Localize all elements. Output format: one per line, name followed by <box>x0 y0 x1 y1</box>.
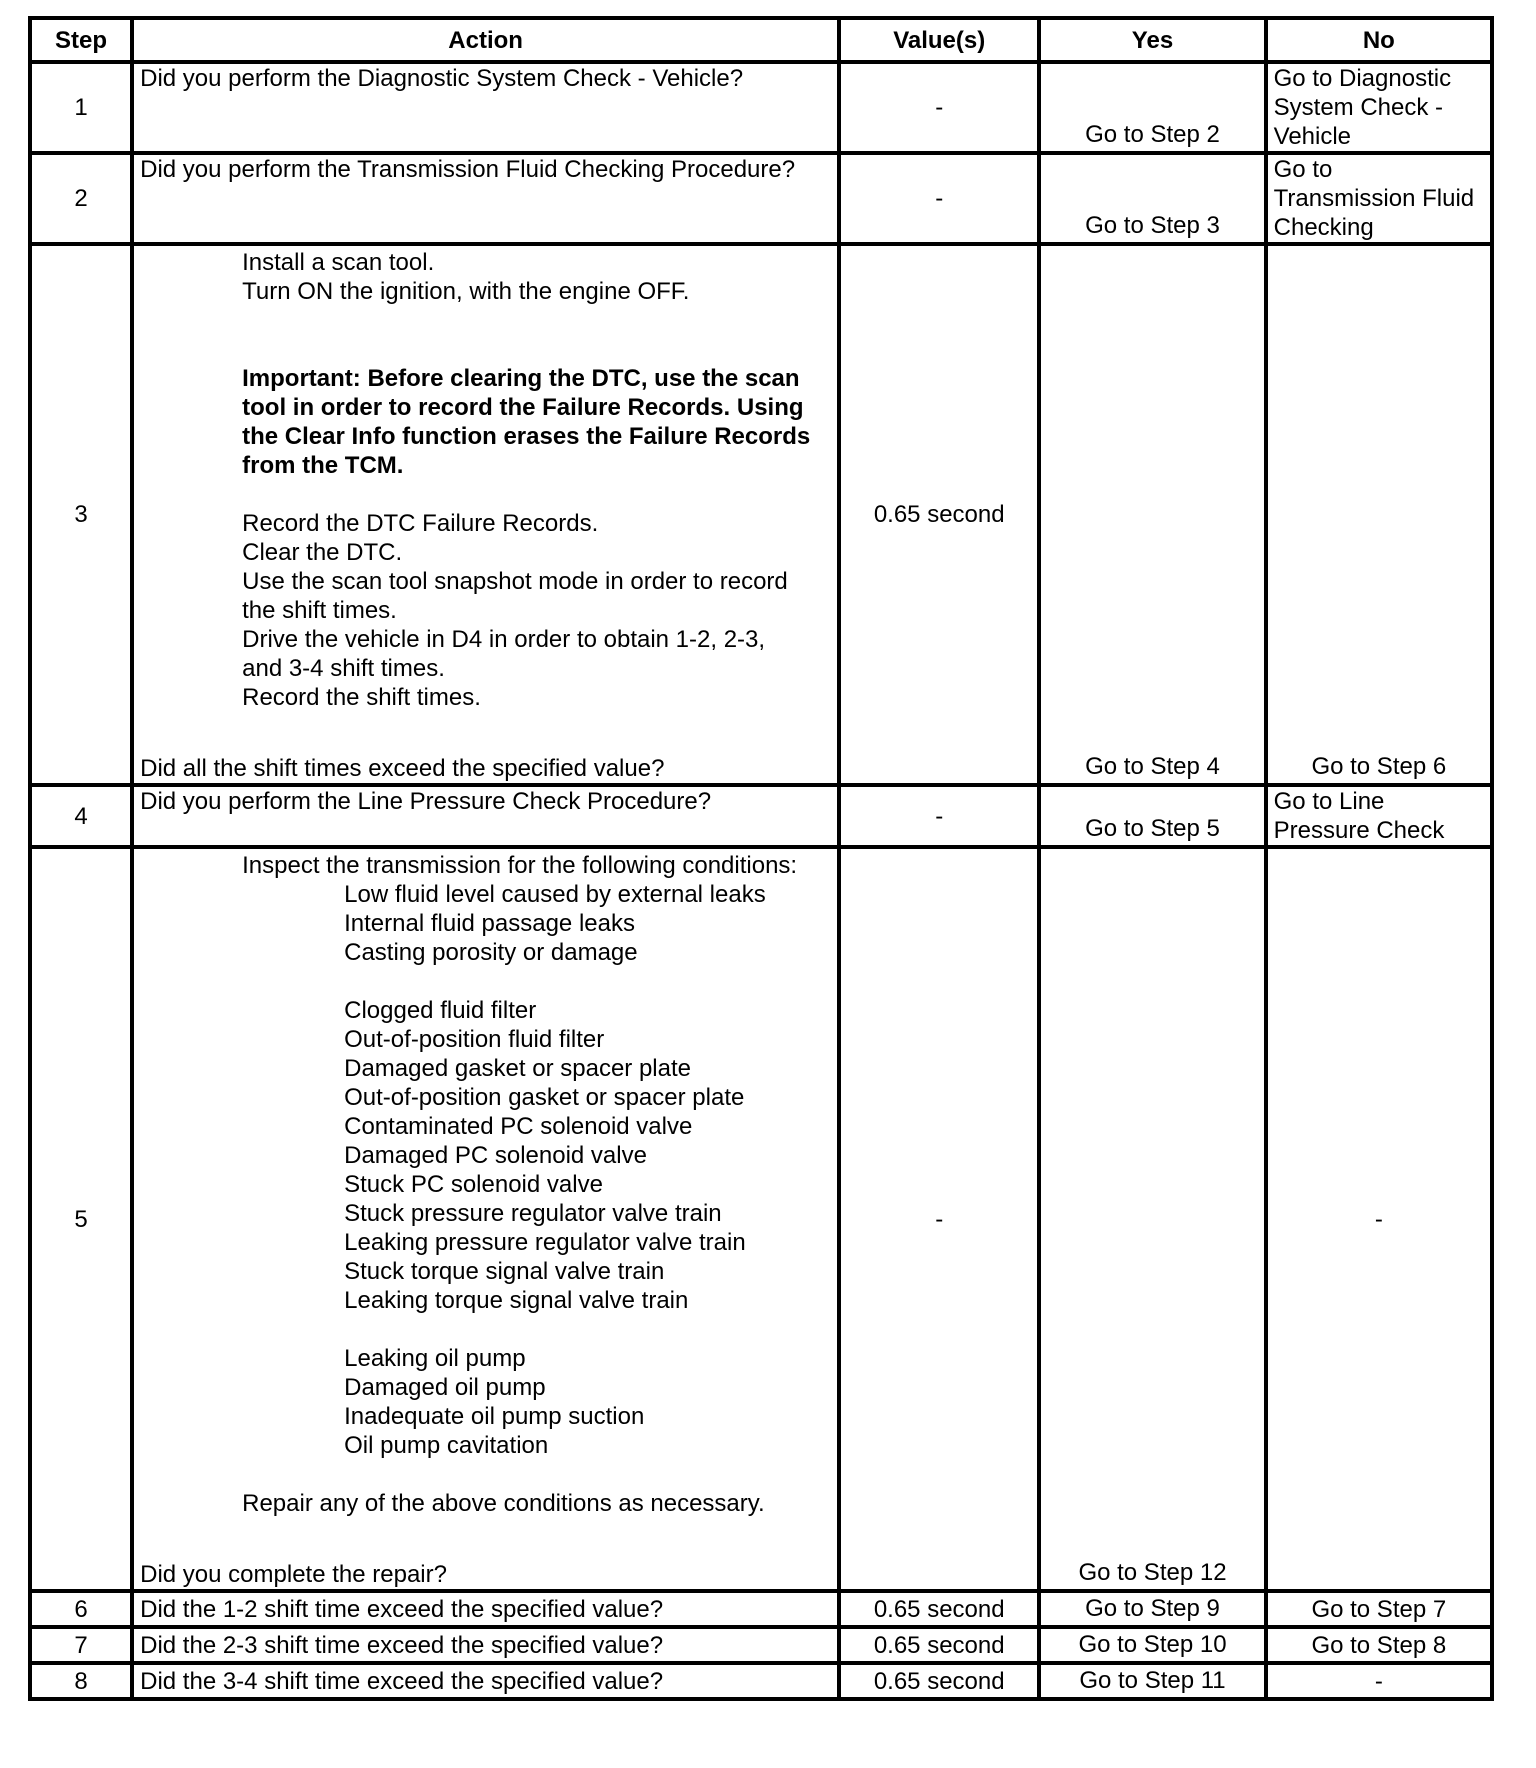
value-cell: 0.65 second <box>839 244 1039 785</box>
step-number: 6 <box>30 1591 132 1627</box>
condition-group <box>140 996 831 1315</box>
condition-item: Damaged oil pump <box>344 1374 546 1401</box>
no-link-line: Go to Line <box>1273 788 1385 815</box>
header-values: Value(s) <box>839 18 1039 62</box>
no-link-line: System Check - <box>1273 94 1444 121</box>
no-link: - <box>1266 847 1492 1591</box>
instruction-item: Record the DTC Failure Records. <box>242 510 599 537</box>
no-link[interactable]: Go to Step 8 <box>1266 1627 1492 1663</box>
no-link-line: Go to <box>1273 156 1333 183</box>
condition-item: Stuck PC solenoid valve <box>344 1171 603 1198</box>
no-link-line: Vehicle <box>1273 123 1352 150</box>
inspect-intro: Inspect the transmission for the following conditions: <box>242 852 798 879</box>
table-row <box>30 785 1492 847</box>
no-link-line: Pressure Check <box>1273 817 1445 844</box>
step-number: 5 <box>30 847 132 1591</box>
no-link[interactable]: Go to Step 7 <box>1266 1591 1492 1627</box>
yes-link[interactable]: Go to Step 11 <box>1039 1663 1265 1699</box>
instruction-item: Use the scan tool snapshot mode in order to record <box>242 568 788 595</box>
step-number: 4 <box>30 785 132 847</box>
instruction-item: Drive the vehicle in D4 in order to obtain 1-2, 2-3, <box>242 626 766 653</box>
instruction-item: the shift times. <box>242 597 397 624</box>
action-text: Did the 2-3 shift time exceed the specified value? <box>132 1627 839 1663</box>
yes-link[interactable]: Go to Step 2 <box>1039 62 1265 153</box>
condition-item: Leaking oil pump <box>344 1345 526 1372</box>
value-cell: - <box>839 847 1039 1591</box>
instruction-list <box>140 246 831 306</box>
action-text: Did the 1-2 shift time exceed the specified value? <box>132 1591 839 1627</box>
yes-link[interactable]: Go to Step 5 <box>1039 785 1265 847</box>
no-link[interactable] <box>1266 153 1492 244</box>
header-row <box>30 18 1492 62</box>
step-number: 7 <box>30 1627 132 1663</box>
condition-item: Damaged gasket or spacer plate <box>344 1055 691 1082</box>
instruction-item: Record the shift times. <box>242 684 481 711</box>
condition-group <box>140 880 831 967</box>
action-text: Did the 3-4 shift time exceed the specified value? <box>132 1663 839 1699</box>
table-row <box>30 847 1492 1591</box>
diagnostic-table <box>28 16 1494 1701</box>
table-row <box>30 153 1492 244</box>
no-link: - <box>1266 1663 1492 1699</box>
no-link-line: Transmission Fluid <box>1273 185 1475 212</box>
value-cell: - <box>839 62 1039 153</box>
table-row <box>30 1591 1492 1627</box>
header-step: Step <box>30 18 132 62</box>
yes-link[interactable]: Go to Step 12 <box>1039 847 1265 1591</box>
table-row <box>30 62 1492 153</box>
instruction-list <box>140 509 831 712</box>
condition-item: Stuck torque signal valve train <box>344 1258 665 1285</box>
no-link-line: Checking <box>1273 214 1374 241</box>
repair-instruction: Repair any of the above conditions as necessary. <box>242 1490 765 1517</box>
action-block <box>132 847 839 1591</box>
value-cell: - <box>839 785 1039 847</box>
condition-item: Casting porosity or damage <box>344 939 638 966</box>
condition-item: Out-of-position fluid filter <box>344 1026 605 1053</box>
condition-item: Internal fluid passage leaks <box>344 910 635 937</box>
action-question: Did you complete the repair? <box>140 1561 447 1588</box>
step-number: 2 <box>30 153 132 244</box>
yes-link[interactable]: Go to Step 4 <box>1039 244 1265 785</box>
step-number: 1 <box>30 62 132 153</box>
step-number: 3 <box>30 244 132 785</box>
action-text: Did you perform the Line Pressure Check Procedure? <box>132 785 839 847</box>
condition-item: Inadequate oil pump suction <box>344 1403 645 1430</box>
header-no: No <box>1266 18 1492 62</box>
instruction-item: and 3-4 shift times. <box>242 655 445 682</box>
action-text: Did you perform the Diagnostic System Check - Vehicle? <box>132 62 839 153</box>
table-row <box>30 1627 1492 1663</box>
action-text: Did you perform the Transmission Fluid Checking Procedure? <box>132 153 839 244</box>
condition-item: Contaminated PC solenoid valve <box>344 1113 693 1140</box>
action-block <box>132 244 839 785</box>
condition-item: Clogged fluid filter <box>344 997 537 1024</box>
condition-item: Low fluid level caused by external leaks <box>344 881 766 908</box>
yes-link[interactable]: Go to Step 10 <box>1039 1627 1265 1663</box>
instruction-item: Turn ON the ignition, with the engine OFF. <box>242 278 690 305</box>
header-action: Action <box>132 18 839 62</box>
value-cell: 0.65 second <box>839 1663 1039 1699</box>
value-cell: - <box>839 153 1039 244</box>
value-cell: 0.65 second <box>839 1627 1039 1663</box>
condition-item: Leaking torque signal valve train <box>344 1287 689 1314</box>
table-row <box>30 244 1492 785</box>
yes-link[interactable]: Go to Step 9 <box>1039 1591 1265 1627</box>
action-question: Did all the shift times exceed the specified value? <box>140 755 665 782</box>
condition-item: Leaking pressure regulator valve train <box>344 1229 746 1256</box>
no-link[interactable] <box>1266 785 1492 847</box>
condition-item: Out-of-position gasket or spacer plate <box>344 1084 745 1111</box>
condition-group <box>140 1344 831 1460</box>
condition-item: Stuck pressure regulator valve train <box>344 1200 722 1227</box>
no-link[interactable]: Go to Step 6 <box>1266 244 1492 785</box>
condition-item: Damaged PC solenoid valve <box>344 1142 647 1169</box>
no-link[interactable] <box>1266 62 1492 153</box>
condition-item: Oil pump cavitation <box>344 1432 549 1459</box>
table-row <box>30 1663 1492 1699</box>
value-cell: 0.65 second <box>839 1591 1039 1627</box>
important-note: Important: Before clearing the DTC, use the scan tool in order to record the Failure Records. Using the Clear Info function erases the Failure Records from the TCM. <box>242 365 811 479</box>
yes-link[interactable]: Go to Step 3 <box>1039 153 1265 244</box>
header-yes: Yes <box>1039 18 1265 62</box>
no-link-line: Go to Diagnostic <box>1273 65 1452 92</box>
instruction-item: Clear the DTC. <box>242 539 403 566</box>
instruction-item: Install a scan tool. <box>242 249 435 276</box>
step-number: 8 <box>30 1663 132 1699</box>
